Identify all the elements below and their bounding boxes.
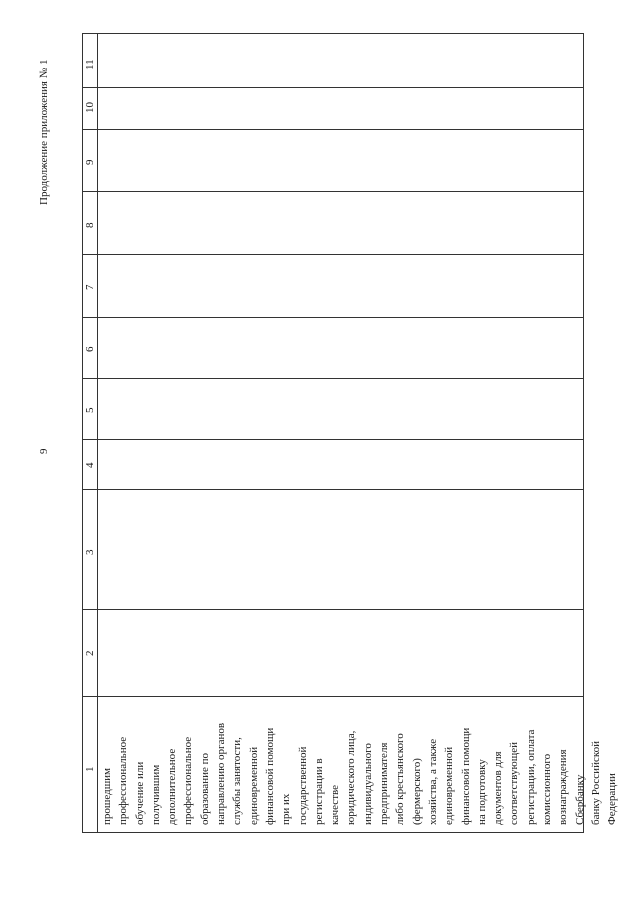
column-divider (83, 489, 583, 490)
column-number: 5 (84, 407, 96, 413)
column-number: 4 (84, 462, 96, 468)
column-divider (83, 378, 583, 379)
column1-cell-text: прошедшим профессиональное обучение или получившим дополнительное профессиональное образование по направлению органов службы занятости, единовременной финансовой помощи при их государственной регистрации в качестве юридического лица, индивидуального предпринимателя либо крестьянского (фермерского) хозяйства, а также единовременной финансовой помощи на подготовку документов для соответствующей регистрации, оплата комиссионного вознаграждения Сбербанку банку Российской Федерации (101, 722, 619, 825)
column-number: 2 (84, 650, 96, 656)
column-number: 8 (84, 222, 96, 228)
column-number: 7 (84, 284, 96, 290)
column-divider (83, 696, 583, 697)
column-number: 3 (84, 549, 96, 555)
column-number: 1 (84, 766, 96, 772)
column-divider (83, 191, 583, 192)
column-divider (83, 254, 583, 255)
column-number: 11 (84, 59, 96, 70)
column-divider (83, 609, 583, 610)
column-divider (83, 87, 583, 88)
column-divider (83, 317, 583, 318)
column-number: 9 (84, 159, 96, 165)
header-row-divider (97, 34, 98, 832)
column-number: 10 (84, 102, 96, 113)
column-divider (83, 439, 583, 440)
column-number: 6 (84, 346, 96, 352)
continuation-label: Продолжение приложения № 1 (38, 59, 50, 205)
column-divider (83, 129, 583, 130)
data-table (82, 33, 584, 833)
page-number: 9 (38, 448, 50, 454)
